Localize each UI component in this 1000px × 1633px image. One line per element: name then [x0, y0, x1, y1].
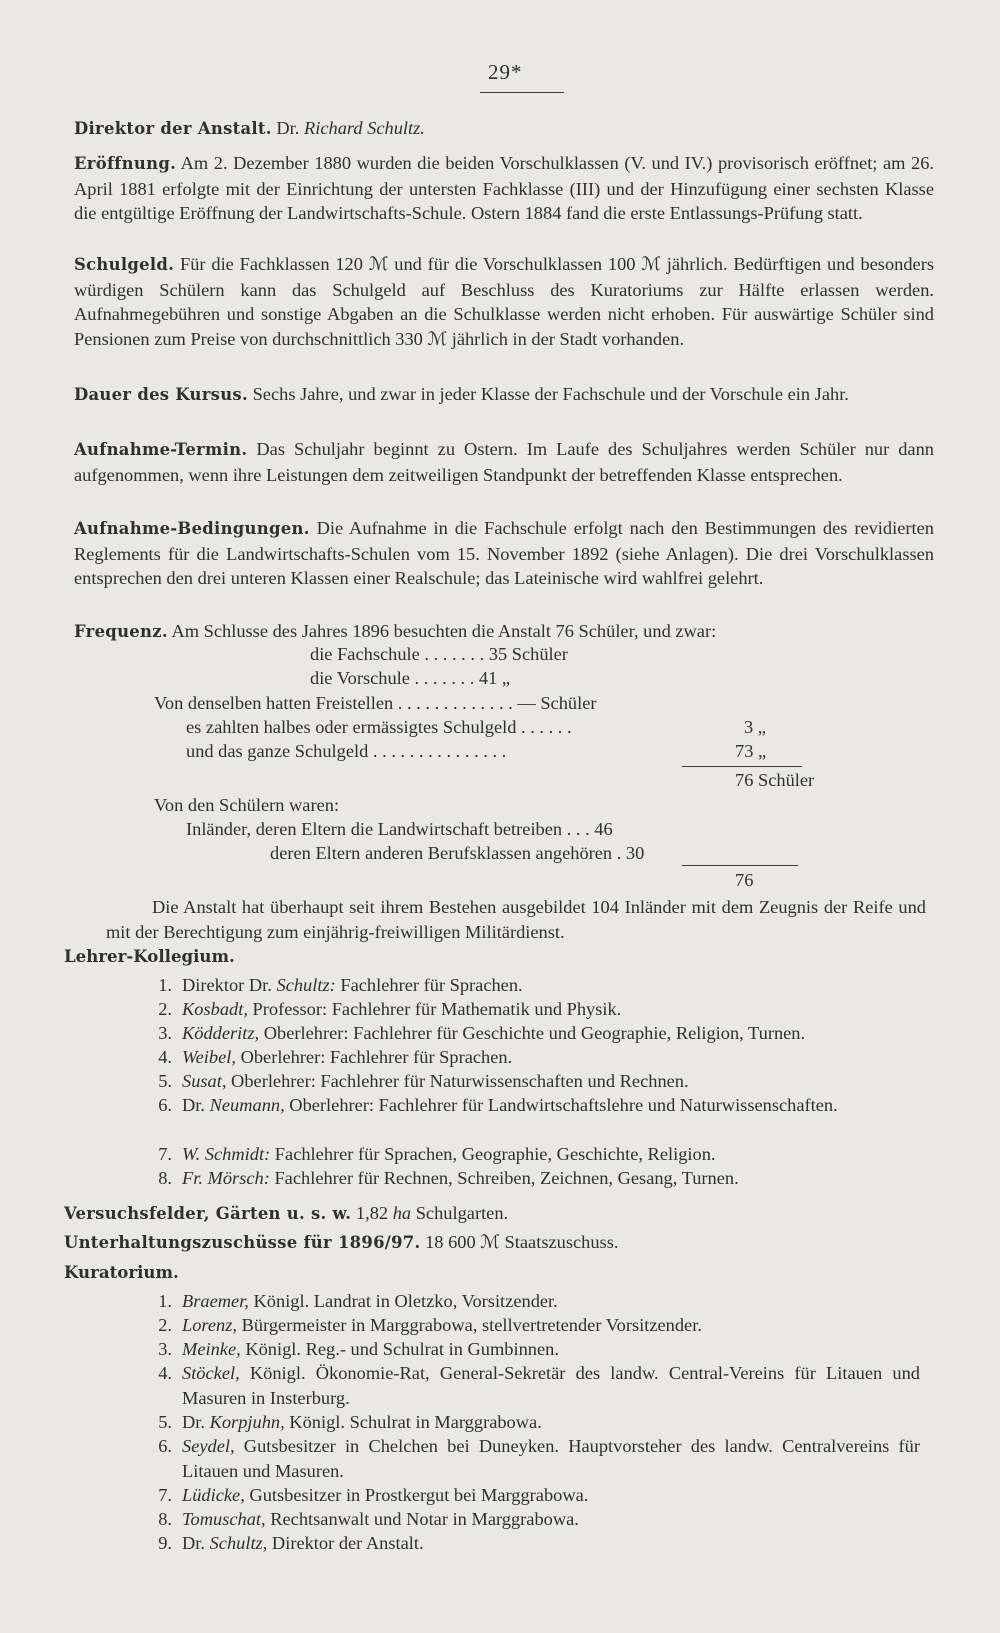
- kuratorium-item-name: Stöckel,: [182, 1363, 240, 1383]
- header-rule: [480, 92, 564, 93]
- lehrer-item: [150, 1166, 920, 1191]
- lehrer-item-name: Weibel,: [182, 1047, 236, 1067]
- kuratorium-heading: Kuratorium.: [64, 1262, 179, 1282]
- frequenz-halbes: es zahlten halbes oder ermässigtes Schulgeld . . . . . .: [186, 717, 572, 737]
- kuratorium-item-name: Meinke,: [182, 1339, 241, 1359]
- kuratorium-item-name: Lüdicke,: [182, 1485, 245, 1505]
- lehrer-item-text: [182, 1166, 920, 1191]
- kuratorium-item-name: Schultz,: [209, 1533, 268, 1553]
- lehrer-item-role: Professor: Fachlehrer für Mathematik und Physik.: [247, 999, 622, 1019]
- lehrer-item-number: 3.: [158, 1023, 172, 1043]
- kuratorium-item-number: 3.: [158, 1339, 172, 1359]
- kuratorium-item-text: [182, 1337, 920, 1362]
- kuratorium-item-text: [182, 1483, 920, 1508]
- lehrer-item-role: Oberlehrer: Fachlehrer für Landwirtschaftslehre und Naturwissenschaften.: [284, 1095, 838, 1115]
- frequenz-intro: Am Schlusse des Jahres 1896 besuchten die Anstalt 76 Schüler, und zwar:: [171, 621, 717, 641]
- frequenz-freistellen: Von denselben hatten Freistellen . . . . . . . . . . . . . — Schüler: [154, 693, 597, 713]
- lehrer-item: [150, 973, 920, 998]
- lehrer-item-role: Oberlehrer: Fachlehrer für Geschichte und Geographie, Religion, Turnen.: [259, 1023, 806, 1043]
- kuratorium-item: [150, 1531, 920, 1556]
- bedingungen-heading: Aufnahme-Bedingungen.: [74, 519, 310, 538]
- lehrer-item: [150, 1021, 920, 1046]
- lehrer-item-text: [182, 1045, 920, 1070]
- versuch-section: [64, 1201, 934, 1227]
- kuratorium-item-name: Korpjuhn,: [209, 1412, 285, 1432]
- kuratorium-item-role: Rechtsanwalt und Notar in Marggrabowa.: [265, 1509, 579, 1529]
- lehrer-item-name: W. Schmidt:: [182, 1144, 271, 1164]
- kuratorium-item-text: [182, 1434, 920, 1483]
- kuratorium-item-role: Königl. Ökonomie-Rat, General-Sekretär des landw. Central-Vereins für Litauen und Masuren in Insterburg.: [182, 1363, 920, 1408]
- kuratorium-item-text: [182, 1289, 920, 1314]
- frequenz-section: [74, 619, 934, 645]
- frequenz-fachschule: die Fachschule . . . . . . . 35 Schüler: [310, 644, 568, 664]
- direktor-name: Richard Schultz.: [304, 118, 425, 138]
- lehrer-item-text: [182, 973, 920, 998]
- kuratorium-item-text: [182, 1531, 920, 1556]
- kuratorium-item: [150, 1410, 920, 1435]
- frequenz-heading: Frequenz.: [74, 622, 168, 641]
- lehrer-item-name: Schultz:: [276, 975, 336, 995]
- direktor-heading: Direktor der Anstalt.: [74, 119, 272, 138]
- kuratorium-item-role: Königl. Landrat in Oletzko, Vorsitzender.: [248, 1291, 558, 1311]
- kuratorium-item: [150, 1337, 920, 1362]
- kuratorium-item-role: Bürgermeister in Marggrabowa, stellvertretender Vorsitzender.: [237, 1315, 702, 1335]
- kuratorium-item-number: 9.: [158, 1533, 172, 1553]
- lehrer-item-text: [182, 997, 920, 1022]
- kuratorium-item-role: Königl. Schulrat in Marggrabowa.: [284, 1412, 542, 1432]
- lehrer-item-role: Fachlehrer für Sprachen, Geographie, Geschichte, Religion.: [270, 1144, 716, 1164]
- lehrer-item: [150, 1142, 920, 1167]
- lehrer-item: [150, 1093, 920, 1118]
- sum-rule-2: [682, 865, 798, 866]
- eroeffnung-section: [74, 151, 934, 226]
- kuratorium-item-number: 5.: [158, 1412, 172, 1432]
- kuratorium-item: [150, 1483, 920, 1508]
- schulgeld-heading: Schulgeld.: [74, 255, 175, 274]
- termin-heading: Aufnahme-Termin.: [74, 440, 248, 459]
- kuratorium-item-role: Gutsbesitzer in Chelchen bei Duneyken. Hauptvorsteher des landw. Centralvereins für Litauen und Masuren.: [182, 1436, 920, 1481]
- unterhalt-text: 18 600 ℳ Staatszuschuss.: [425, 1232, 619, 1252]
- lehrer-heading: Lehrer-Kollegium.: [64, 946, 235, 966]
- termin-section: [74, 437, 934, 487]
- kuratorium-item-number: 2.: [158, 1315, 172, 1335]
- lehrer-item-number: 1.: [158, 975, 172, 995]
- lehrer-item-number: 5.: [158, 1071, 172, 1091]
- kuratorium-item-number: 6.: [158, 1436, 172, 1456]
- unterhalt-heading: Unterhaltungszuschüsse für 1896/97.: [64, 1233, 421, 1252]
- dauer-heading: Dauer des Kursus.: [74, 385, 248, 404]
- bedingungen-section: [74, 516, 934, 591]
- kuratorium-item-text: [182, 1410, 920, 1435]
- lehrer-item: [150, 997, 920, 1022]
- lehrer-item-role: Fachlehrer für Rechnen, Schreiben, Zeichnen, Gesang, Turnen.: [269, 1168, 739, 1188]
- lehrer-item-text: [182, 1093, 920, 1118]
- dauer-text: Sechs Jahre, und zwar in jeder Klasse der Fachschule und der Vorschule ein Jahr.: [252, 384, 849, 404]
- frequenz-total-1: 76 Schüler: [735, 770, 815, 790]
- kuratorium-item-text: [182, 1313, 920, 1338]
- schulgeld-section: [74, 252, 934, 351]
- lehrer-item-text: [182, 1142, 920, 1167]
- frequenz-ganzes-count: 73 „: [735, 741, 767, 761]
- lehrer-item-name: Ködderitz,: [182, 1023, 260, 1043]
- lehrer-item-name: Susat,: [182, 1071, 227, 1091]
- lehrer-item-number: 6.: [158, 1095, 172, 1115]
- frequenz-vorschule: die Vorschule . . . . . . . 41 „: [310, 668, 511, 688]
- lehrer-item-name: Fr. Mörsch:: [182, 1168, 270, 1188]
- frequenz-andere: deren Eltern anderen Berufsklassen angehören . 30: [270, 843, 645, 863]
- kuratorium-item-role: Direktor der Anstalt.: [267, 1533, 424, 1553]
- frequenz-ganzes: und das ganze Schulgeld . . . . . . . . . . . . . . .: [186, 741, 507, 761]
- frequenz-halbes-count: 3 „: [744, 717, 766, 737]
- kuratorium-item: [150, 1361, 920, 1410]
- eroeffnung-heading: Eröffnung.: [74, 154, 177, 173]
- direktor-section: [74, 116, 934, 142]
- frequenz-landwirte: Inländer, deren Eltern die Landwirtschaft betreiben . . . 46: [186, 819, 613, 839]
- lehrer-item-name: Neumann,: [209, 1095, 285, 1115]
- lehrer-item-number: 7.: [158, 1144, 172, 1164]
- kuratorium-item: [150, 1507, 920, 1532]
- lehrer-item-text: [182, 1069, 920, 1094]
- versuch-value: 1,82: [355, 1203, 393, 1223]
- lehrer-item: [150, 1069, 920, 1094]
- frequenz-total-2: 76: [735, 870, 754, 890]
- kuratorium-item-text: [182, 1507, 920, 1532]
- unterhalt-section: [64, 1230, 934, 1256]
- kuratorium-item: [150, 1313, 920, 1338]
- kuratorium-item-number: 4.: [158, 1363, 172, 1383]
- kuratorium-item-number: 1.: [158, 1291, 172, 1311]
- termin-text: Das Schuljahr beginnt zu Ostern. Im Laufe des Schuljahres werden Schüler nur dann aufgenommen, wenn ihre Leistungen dem zeitweiligen Standpunkt der betreffenden Klasse entsprechen.: [74, 439, 934, 485]
- kuratorium-item-title: Dr.: [182, 1533, 210, 1553]
- bedingungen-text: Die Aufnahme in die Fachschule erfolgt nach den Bestimmungen des revidierten Reglements für die Landwirtschafts-Schulen vom 15. November 1892 (siehe Anlagen). Die drei Vorschulklassen entsprechen den drei unteren Klassen einer Realschule; das Lateinische wird wahlfrei gelehrt.: [74, 518, 934, 589]
- lehrer-item-text: [182, 1021, 920, 1046]
- kuratorium-item-name: Seydel,: [182, 1436, 235, 1456]
- kuratorium-item-role: Königl. Reg.- und Schulrat in Gumbinnen.: [240, 1339, 559, 1359]
- eroeffnung-text: Am 2. Dezember 1880 wurden die beiden Vorschulklassen (V. und IV.) provisorisch eröffnet; am 26. April 1881 erfolgte mit der Einrichtung der untersten Fachklasse (III) und der Hinzufügung einer sechsten Klasse die entgültige Eröffnung der Landwirtschafts-Schule. Ostern 1884 fand die erste Entlassungs-Prüfung statt.: [74, 153, 934, 224]
- lehrer-item-number: 4.: [158, 1047, 172, 1067]
- lehrer-item-number: 8.: [158, 1168, 172, 1188]
- sum-rule-1: [682, 766, 802, 767]
- lehrer-item-title: Dr.: [182, 1095, 210, 1115]
- kuratorium-item-number: 7.: [158, 1485, 172, 1505]
- lehrer-item: [150, 1045, 920, 1070]
- lehrer-item-role: Oberlehrer: Fachlehrer für Naturwissenschaften und Rechnen.: [226, 1071, 689, 1091]
- kuratorium-item-name: Braemer,: [182, 1291, 249, 1311]
- page-number: 29*: [488, 60, 523, 84]
- lehrer-item-name: Kosbadt,: [182, 999, 248, 1019]
- kuratorium-item-role: Gutsbesitzer in Prostkergut bei Marggrabowa.: [244, 1485, 589, 1505]
- kuratorium-item-number: 8.: [158, 1509, 172, 1529]
- kuratorium-item-name: Tomuschat,: [182, 1509, 266, 1529]
- lehrer-item-title: Direktor Dr.: [182, 975, 277, 995]
- dauer-section: [74, 382, 934, 408]
- schulgeld-text: Für die Fachklassen 120 ℳ und für die Vorschulklassen 100 ℳ jährlich. Bedürftigen und besonders würdigen Schülern kann das Schulgeld auf Beschluss des Kuratoriums zur Hälfte erlassen werden. Aufnahmegebühren und sonstige Abgaben an die Schulklasse werden nicht erhoben. Für auswärtige Schüler sind Pensionen zum Preise von durchschnittlich 330 ℳ jährlich in der Stadt vorhanden.: [74, 254, 934, 349]
- kuratorium-item-text: [182, 1361, 920, 1410]
- kuratorium-item: [150, 1289, 920, 1314]
- kuratorium-item: [150, 1434, 920, 1483]
- kuratorium-item-name: Lorenz,: [182, 1315, 238, 1335]
- lehrer-item-number: 2.: [158, 999, 172, 1019]
- lehrer-item-role: Fachlehrer für Sprachen.: [335, 975, 523, 995]
- direktor-text: Dr.: [276, 118, 304, 138]
- frequenz-schueler-heading: Von den Schülern waren:: [154, 795, 340, 815]
- versuch-text: Schulgarten.: [411, 1203, 509, 1223]
- kuratorium-item-title: Dr.: [182, 1412, 210, 1432]
- lehrer-item-role: Oberlehrer: Fachlehrer für Sprachen.: [235, 1047, 513, 1067]
- versuch-heading: Versuchsfelder, Gärten u. s. w.: [64, 1204, 352, 1223]
- frequenz-closing: Die Anstalt hat überhaupt seit ihrem Bestehen ausgebildet 104 Inländer mit dem Zeugnis der Reife und mit der Berechtigung zum einjährig-freiwilligen Militärdienst.: [106, 897, 926, 942]
- versuch-unit: ha: [392, 1203, 412, 1223]
